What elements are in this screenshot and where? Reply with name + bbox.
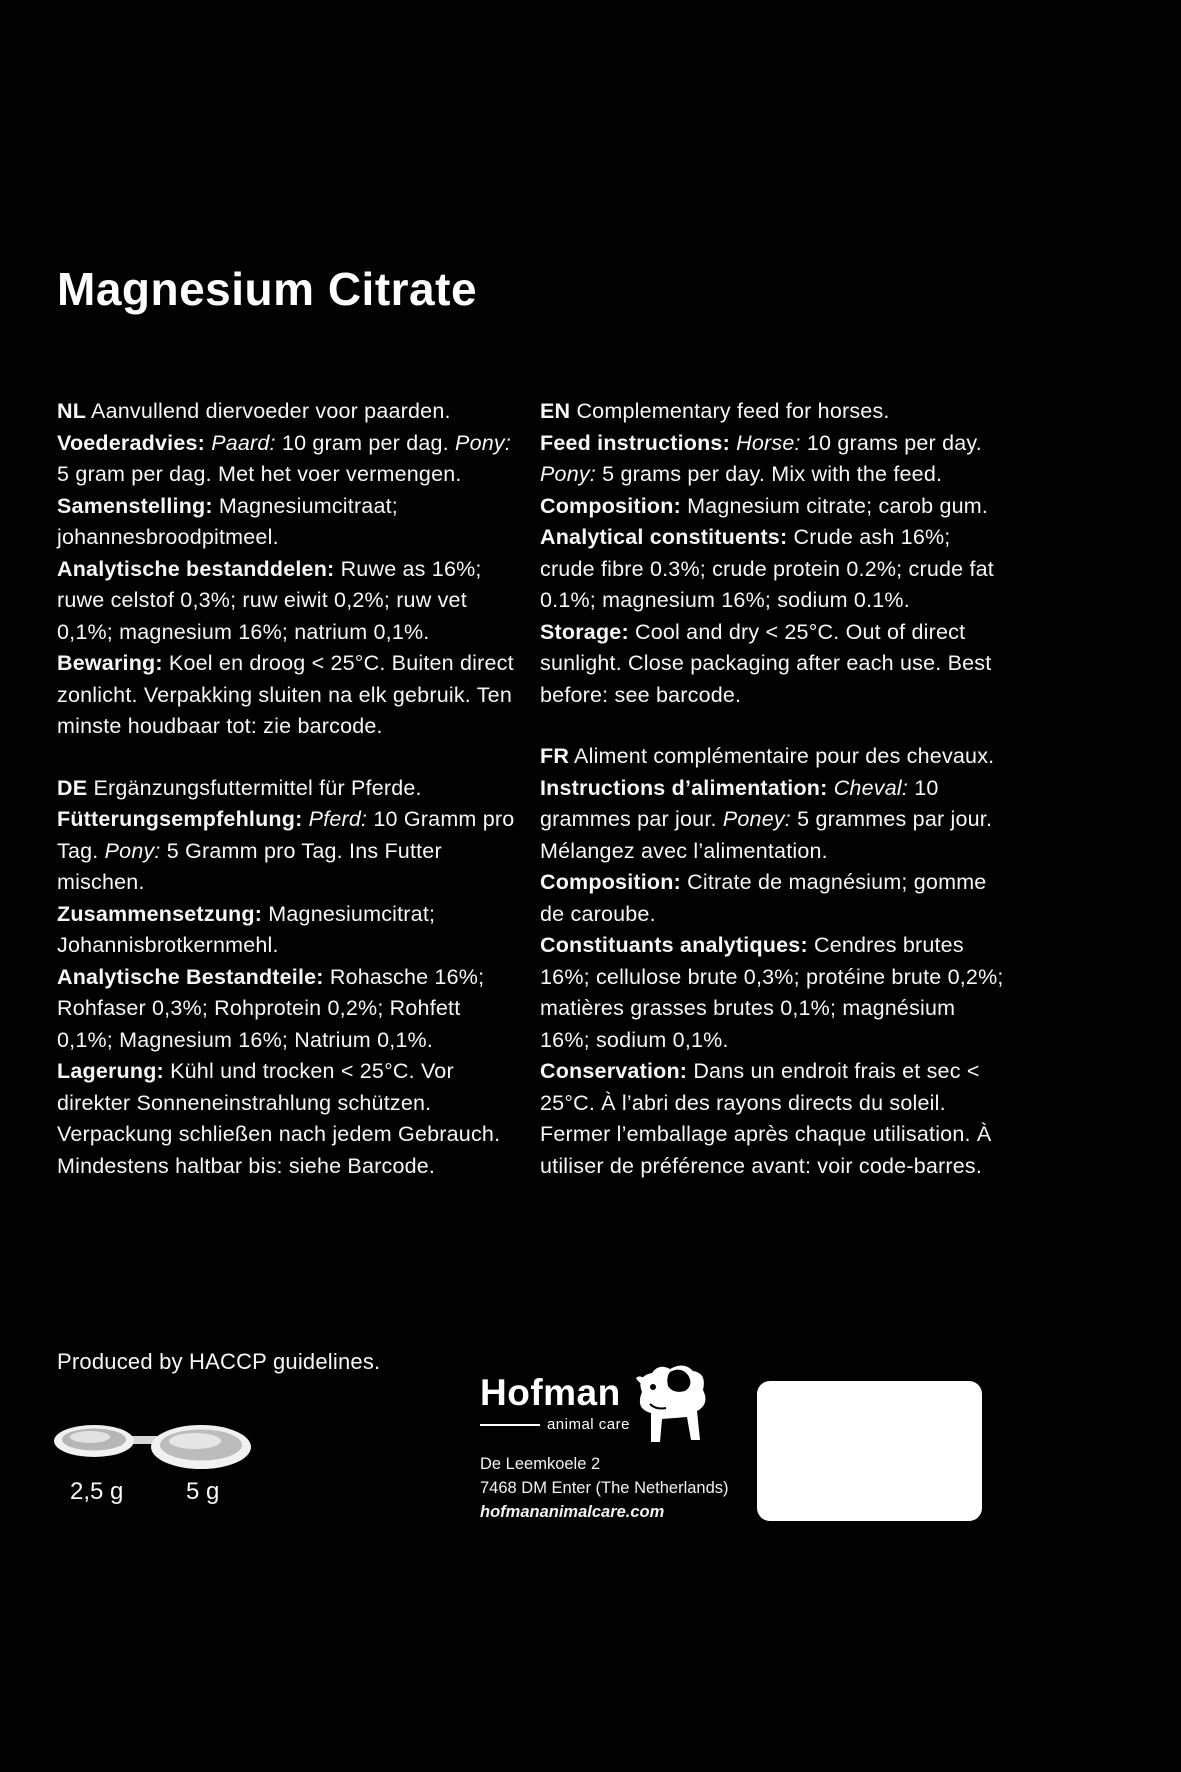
- calf-illustration-icon: [626, 1360, 710, 1454]
- lang-block-en: [540, 396, 1005, 711]
- text-run: Kühl und trocken < 25°C. Vor direkter Sonneneinstrahlung schützen. Verpackung schließen nach jedem Gebrauch. Mindestens haltbar bis: siehe Barcode.: [57, 1059, 501, 1178]
- paragraph: [57, 804, 522, 899]
- paragraph: [540, 396, 1005, 428]
- barcode-area: [757, 1381, 982, 1521]
- text-run-bold: Composition:: [540, 493, 681, 518]
- info-columns: [57, 396, 1005, 1182]
- text-run-bold: Bewaring:: [57, 651, 163, 675]
- lang-block-nl: [57, 396, 522, 743]
- text-run-bold: Samenstelling:: [57, 493, 213, 518]
- paragraph: [540, 741, 1005, 773]
- paragraph: [57, 962, 522, 1057]
- brand-logo: [480, 1372, 630, 1433]
- text-run-bold: Analytische Bestandteile:: [57, 964, 324, 989]
- text-run: Ergänzungsfuttermittel für Pferde.: [87, 775, 422, 800]
- address-block: [480, 1452, 729, 1524]
- text-run: Cool and dry < 25°C. Out of direct sunlight. Close packaging after each use. Best before: see barcode.: [540, 619, 992, 707]
- text-run-italic: Pony:: [455, 430, 512, 455]
- paragraph: [540, 491, 1005, 523]
- tagline-rule: [480, 1424, 540, 1426]
- paragraph: [57, 428, 522, 491]
- paragraph: [57, 491, 522, 554]
- text-run: Complementary feed for horses.: [570, 399, 890, 423]
- paragraph: [57, 554, 522, 649]
- text-run-bold: Zusammensetzung:: [57, 901, 263, 926]
- text-run: 10 grams per day.: [800, 430, 982, 455]
- paragraph: [57, 899, 522, 962]
- text-run-bold: Instructions d’alimentation:: [540, 775, 828, 800]
- text-run: Citrate de magnésium; gomme de caroube.: [540, 870, 987, 926]
- text-run: Dans un endroit frais et sec < 25°C. À l’abri des rayons directs du soleil. Fermer l’emballage après chaque utilisation. À utiliser de préférence avant: voir code-barres.: [540, 1059, 992, 1178]
- text-run: 10 Gramm pro Tag.: [57, 807, 515, 863]
- text-run-bold: FR: [540, 744, 570, 768]
- text-run-bold: Analytische bestanddelen:: [57, 556, 335, 581]
- text-run: 5 Gramm pro Tag. Ins Futter mischen.: [57, 838, 442, 894]
- paragraph: [540, 930, 1005, 1056]
- brand-tagline: animal care: [546, 1416, 630, 1433]
- address-line-1: De Leemkoele 2: [480, 1455, 601, 1473]
- measuring-scoops-icon: [46, 1406, 256, 1476]
- text-run-bold: Conservation:: [540, 1059, 688, 1083]
- text-run: 10 gram per dag.: [275, 430, 456, 455]
- text-run-bold: Constituants analytiques:: [540, 933, 808, 957]
- text-run-italic: Pferd:: [308, 807, 368, 831]
- website: hofmananimalcare.com: [480, 1503, 665, 1521]
- brand-tagline-row: [480, 1416, 630, 1433]
- lang-block-fr: [540, 741, 1005, 1182]
- text-run-italic: Paard:: [211, 430, 276, 455]
- text-run-bold: EN: [540, 399, 571, 423]
- text-run: Magnesiumcitrat; Johannisbrotkernmehl.: [57, 901, 436, 957]
- text-run: Rohasche 16%; Rohfaser 0,3%; Rohprotein 0,2%; Rohfett 0,1%; Magnesium 16%; Natrium 0,1%.: [57, 964, 485, 1052]
- text-run-bold: Lagerung:: [57, 1059, 164, 1083]
- text-run: Cendres brutes 16%; cellulose brute 0,3%; protéine brute 0,2%; matières grasses brutes 0,1%; magnésium 16%; sodium 0,1%.: [540, 933, 1004, 1052]
- product-title: Magnesium Citrate: [57, 263, 478, 315]
- text-run-italic: Cheval:: [833, 775, 909, 800]
- text-run: Aliment complémentaire pour des chevaux.: [569, 744, 995, 768]
- text-run-italic: Horse:: [736, 430, 801, 455]
- column-left: [57, 396, 522, 1182]
- scoop-small-label: 2,5 g: [70, 1478, 124, 1505]
- text-run: Magnesiumcitraat; johannesbroodpitmeel.: [57, 493, 398, 549]
- text-run-italic: Poney:: [722, 807, 791, 831]
- paragraph: [540, 428, 1005, 491]
- address-line-2: 7468 DM Enter (The Netherlands): [480, 1479, 729, 1497]
- text-run-italic: Pony:: [540, 462, 596, 486]
- paragraph: [57, 396, 522, 428]
- text-run-bold: Voederadvies:: [57, 430, 205, 455]
- paragraph: [540, 773, 1005, 868]
- text-run-bold: Feed instructions:: [540, 430, 730, 455]
- text-run: 5 grammes par jour. Mélangez avec l’alimentation.: [540, 807, 993, 863]
- paragraph: [540, 617, 1005, 712]
- text-run: 5 gram per dag. Met het voer vermengen.: [57, 462, 462, 486]
- text-run: Crude ash 16%; crude fibre 0.3%; crude protein 0.2%; crude fat 0.1%; magnesium 16%; sodium 0.1%.: [540, 525, 994, 612]
- text-run: Koel en droog < 25°C. Buiten direct zonlicht. Verpakking sluiten na elk gebruik. Ten minste houdbaar tot: zie barcode.: [57, 651, 514, 738]
- text-run-bold: Storage:: [540, 619, 629, 644]
- paragraph: [57, 1056, 522, 1182]
- text-run-italic: Pony:: [104, 838, 161, 863]
- paragraph: [540, 867, 1005, 930]
- text-run: Aanvullend diervoeder voor paarden.: [86, 399, 451, 423]
- text-run-bold: DE: [57, 775, 88, 800]
- text-run-bold: Composition:: [540, 870, 681, 894]
- paragraph: [540, 522, 1005, 617]
- text-run-bold: Fütterungsempfehlung:: [57, 807, 303, 831]
- brand-name: Hofman: [480, 1372, 621, 1413]
- text-run: 5 grams per day. Mix with the feed.: [595, 462, 943, 486]
- text-run-bold: NL: [57, 399, 87, 423]
- paragraph: [540, 1056, 1005, 1182]
- haccp-note: Produced by HACCP guidelines.: [57, 1349, 381, 1374]
- paragraph: [57, 648, 522, 743]
- text-run: Magnesium citrate; carob gum.: [680, 493, 989, 518]
- lang-block-de: [57, 773, 522, 1183]
- scoop-large-label: 5 g: [186, 1478, 220, 1505]
- column-right: [540, 396, 1005, 1182]
- paragraph: [57, 773, 522, 805]
- text-run-bold: Analytical constituents:: [540, 525, 788, 549]
- text-run: 10 grammes par jour.: [540, 775, 939, 831]
- text-run: Ruwe as 16%; ruwe celstof 0,3%; ruw eiwit 0,2%; ruw vet 0,1%; magnesium 16%; natrium 0,1%.: [57, 556, 482, 644]
